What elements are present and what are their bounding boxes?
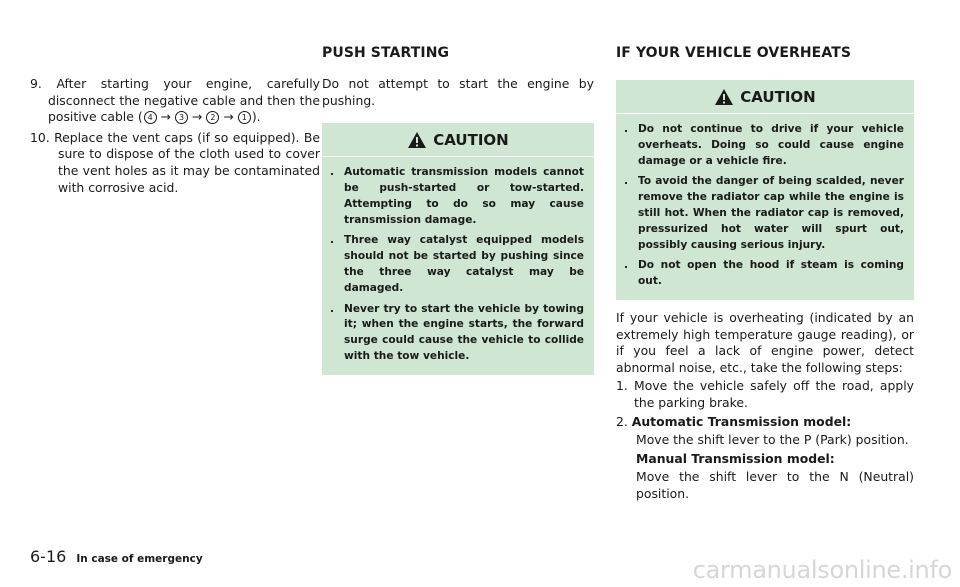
step-10-number: 10. (30, 129, 55, 145)
caution-bullet: . Automatic transmission models cannot be push-started or tow-started. Attempting to do so may cause transmission damage. (330, 166, 584, 226)
step-2-number: 2. (616, 413, 632, 429)
page-footer (30, 547, 203, 566)
page-number: 6-16 (30, 547, 67, 566)
arrow-right-icon: → (192, 109, 203, 125)
arrow-right-icon: → (160, 109, 172, 125)
caution-header (322, 131, 594, 157)
caution-title: CAUTION (433, 130, 509, 149)
step-10-text: Replace the vent caps (if so equipped). Be sure to dispose of the cloth used to cover the vent holes as it may be contaminated with corrosive acid. (54, 129, 320, 195)
step-9-end: ). (251, 109, 261, 125)
caution-title: CAUTION (740, 87, 816, 106)
watermark: carmanualsonline.info (692, 556, 952, 584)
circled-3-icon: 3 (175, 111, 188, 124)
column-middle (322, 76, 594, 375)
caution-bullet: . Do not continue to drive if your vehicle overheats. Doing so could cause engine damage or a vehicle fire. (624, 123, 904, 167)
overheat-intro: If your vehicle is overheating (indicated by an extremely high temperature gauge reading), or if you feel a lack of engine power, detect abnormal noise, etc., take the following steps: (616, 309, 914, 375)
section-title-push-starting: PUSH STARTING (322, 45, 450, 61)
caution-bullet: . Never try to start the vehicle by towing it; when the engine starts, the forward surge could cause the vehicle to collide with the tow vehicle. (330, 302, 584, 362)
warning-triangle-icon (714, 88, 734, 106)
push-start-intro: Do not attempt to start the engine by pushing. (322, 76, 594, 108)
step-9-text: After starting your engine, carefully disconnect the negative cable and then the positive cable ( (48, 76, 320, 125)
chapter-name: In case of emergency (76, 553, 203, 565)
step-2-at-text: Move the shift lever to the P (Park) position. (636, 432, 909, 448)
section-title-overheats: IF YOUR VEHICLE OVERHEATS (616, 45, 852, 61)
step-1 (616, 378, 914, 411)
circled-1-icon: 1 (238, 111, 251, 124)
step-9 (30, 76, 320, 126)
caution-box-overheat (616, 80, 914, 300)
arrow-right-icon: → (223, 109, 234, 125)
caution-header (616, 88, 914, 114)
step-9-number: 9. (30, 76, 57, 91)
caution-bullet: . Do not open the hood if steam is coming out. (624, 259, 904, 288)
step-2 (616, 414, 914, 431)
caution-bullet: . To avoid the danger of being scalded, never remove the radiator cap while the engine is still hot. When the radiator cap is removed, pressurized hot water will spurt out, possibly causing serious injury. (624, 175, 904, 251)
circled-4-icon: 4 (144, 111, 157, 124)
column-left (30, 76, 320, 196)
step-1-number: 1. (616, 378, 634, 394)
column-right (616, 80, 914, 503)
step-2-at-title: Automatic Transmission model: (631, 413, 852, 429)
circled-2-icon: 2 (206, 111, 219, 124)
step-2-mt-title: Manual Transmission model: (636, 450, 835, 466)
warning-triangle-icon (407, 131, 427, 149)
step-10 (30, 130, 320, 196)
step-2-mt-text: Move the shift lever to the N (Neutral) position. (636, 469, 914, 501)
caution-box-push (322, 123, 594, 375)
caution-bullet: . Three way catalyst equipped models should not be started by pushing since the three way catalyst may be damaged. (330, 234, 584, 294)
step-1-text: Move the vehicle safely off the road, apply the parking brake. (634, 378, 915, 410)
